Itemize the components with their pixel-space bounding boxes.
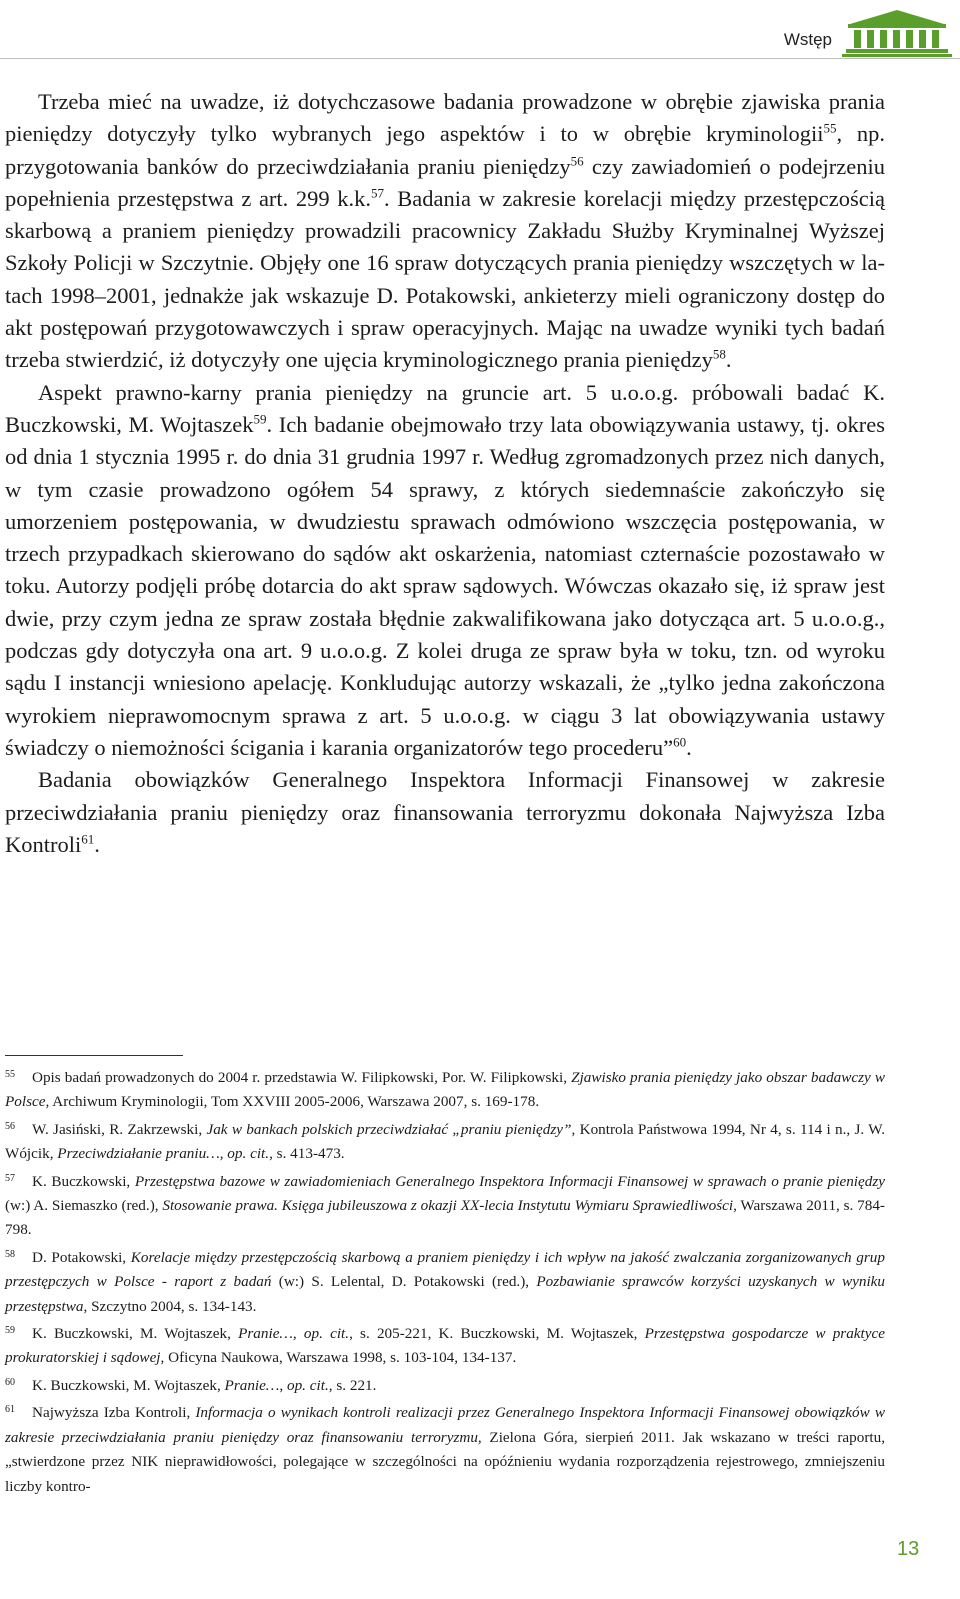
text-run: D. Potakowski, [32,1248,131,1266]
italic-title: Przestępstwa gospodarcze w praktyce prokuratorskiej i sądowej [5,1325,885,1367]
footnote-ref: 56 [570,153,584,169]
footnote-ref: 58 [712,346,726,362]
italic-title: Informacja o wynikach kontroli realizacji przez Generalnego Inspektora Informacji Finansowej obowiązków w zakresie przeciwdziałania praniu pieniędzy oraz finansowaniu terroryzmu [5,1404,885,1446]
paragraph [5,764,885,861]
text-run: , s. 221. [328,1376,377,1394]
italic-title: Korelacje między przestępczością skarbową a praniem pieniędzy i ich wpływ na jakość zwalczania zorganizowanych grup przestępczych w Polsce - raport z badań [5,1248,885,1291]
italic-title: Pranie…, op. cit. [238,1325,350,1343]
footnote [5,1115,885,1167]
footnote-number: 60 [5,1376,15,1388]
text-run: czy zawiadomień o podejrzeniu popełnienia przestępstwa z art. 299 k.k. [5,153,885,211]
text-run: , Warszawa 2011, s. 784-798. [5,1197,885,1239]
footnote-ref: 55 [823,120,837,136]
footnote [5,1167,885,1243]
italic-title: Przeciwdziałanie praniu…, op. cit. [57,1145,270,1163]
italic-title: Pranie…, op. cit. [224,1376,329,1394]
footnote-ref: 57 [370,185,385,201]
text-run: , Szczytno 2004, s. 134-143. [83,1297,257,1315]
text-run: Opis badań prowadzonych do 2004 r. przedstawia W. Filipkowski, Por. W. Filipkowski, [32,1069,572,1086]
italic-title: Jak w bankach polskich przeciwdziałać „praniu pieniędzy” [206,1120,572,1138]
text-run: , s. 413-473. [269,1145,345,1163]
header-divider [0,58,960,59]
footnote-number: 56 [5,1120,15,1132]
text-run: K. Buczkowski, [32,1172,135,1190]
footnote-ref: 59 [253,411,267,427]
footnotes [5,1063,885,1499]
italic-title: Pozbawianie sprawców korzyści uzyskanych w wyniku przestępstwa [5,1273,886,1315]
text-run: , Archiwum Kryminologii, Tom XXVIII 2005-2006, Warszawa 2007, s. 169-178. [45,1093,540,1111]
text-run: . [725,347,732,373]
text-run: Trzeba mieć na uwadze, iż dotychczasowe badania prowadzone w obrębie zjawiska prania pieniędzy dotyczyły tylko wybranych jego aspektów i to w obrębie kryminologii [5,89,885,147]
text-run: W. Jasiński, R. Zakrzewski, [32,1120,207,1138]
footnote-number: 57 [5,1172,15,1184]
main-text [5,86,885,861]
text-run: , Oficyna Naukowa, Warszawa 1998, s. 103-104, 134-137. [160,1349,517,1367]
footnote [5,1243,885,1319]
text-run: (w:) A. Siemaszko (red.), [5,1197,163,1215]
text-run: Najwyższa Izba Kontroli, [32,1404,196,1422]
footnote [5,1063,885,1115]
text-run: , Zielona Góra, sierpień 2011. Jak wskazano w treści raportu, „stwierdzone przez NIK nieprawidłowości, polegające w szczególności na opóźnieniu wydania rozporządzenia rejestrowego, zmniejszeniu liczby kontro- [5,1428,885,1495]
section-title: Wstęp [783,30,832,49]
italic-title: Zjawisko prania pieniędzy jako obszar badawczy w Polsce [5,1069,885,1111]
italic-title: Stosowanie prawa. Księga jubileuszowa z okazji XX-lecia Instytutu Wymiaru Sprawiedliwości [162,1197,734,1215]
text-run: , Kontrola Państwowa 1994, Nr 4, s. 114 i n., J. W. Wójcik, [5,1120,886,1163]
paragraph [5,377,885,765]
footnote-separator [5,1055,183,1056]
footnote-number: 58 [5,1248,15,1260]
text-run: K. Buczkowski, M. Wojtaszek, [32,1376,225,1394]
footnote [5,1319,885,1371]
text-run: K. Buczkowski, M. Wojtaszek, [32,1325,239,1343]
text-run: Badania obowiązków Generalnego Inspektora Informacji Finansowej w zakresie przeciwdziałania praniu pieniędzy oraz finansowania terroryzmu dokonała Najwyższa Izba Kontroli [5,767,885,857]
footnote-number: 55 [5,1069,15,1080]
text-run: . Ich badanie obejmowało trzy lata obowiązywania ustawy, tj. okres od dnia 1 stycznia 1995 r. do dnia 31 grudnia 1997 r. Według zgromadzonych przez nich danych, w tym czasie prowadzono ogółem 54 sprawy, z których siedemnaście zakończyło się umorzeniem postępowania, w dwudziestu sprawach odmówiono wszczęcia postępowania, w trzech przypadkach skierowano do sądów akt oskarżenia, natomiast czternaście pozostawało w toku. Autorzy podjęli próbę dotarcia do akt spraw sądowych. Wówczas okazało się, iż spraw jest dwie, przy czym jedna ze spraw została błędnie zakwalifikowana jako dotycząca art. 5 u.o.o.g., podczas gdy dotyczyła ona art. 9 u.o.o.g. Z kolei druga ze spraw była w toku, tzn. od wyroku sądu I instancji wniesiono apelację. Konkludując autorzy wskazali, że „tylko jedna zakończona wyrokiem nieprawomocnym sprawa z art. 5 u.o.o.g. w ciągu 3 lat obowiązywania ustawy świadczy o niemożności ścigania i karania organizatorów tego procederu” [5,411,885,760]
footnote [5,1371,885,1398]
text-run: . [686,734,692,760]
footnote-number: 59 [5,1325,15,1337]
italic-title: Przestępstwa bazowe w zawiadomieniach Generalnego Inspektora Informacji Finansowej w sprawach o pranie pieniędzy [134,1172,885,1190]
text-run: (w:) S. Lelental, D. Potakowski (red.), [271,1273,537,1291]
paragraph [5,86,885,377]
text-run: . [94,831,100,857]
footnote [5,1398,885,1499]
text-run: . Badania w zakresie korelacji między przestępczością skarbową a praniem pieniędzy prowadzili pracownicy Zakładu Służby Kryminalnej Wyższej Szkoły Policji w Szczytnie. Objęły one 16 spraw dotyczących prania pieniędzy wszczętych w latach 1998–2001, jednakże jak wskazuje D. Potakowski, ankieterzy mieli ograniczony dostęp do akt postępowań przygotowawczych i spraw operacyjnych. Mając na uwadze wyniki tych badań trzeba stwierdzić, iż dotyczyły one ujęcia kryminologicznego prania pieniędzy [5,185,885,373]
text-run: , s. 205-221, K. Buczkowski, M. Wojtaszek, [349,1325,645,1343]
footnote-number: 61 [5,1404,15,1416]
text-run: Aspekt prawno-karny prania pieniędzy na gruncie art. 5 u.o.o.g. próbowali badać K. Buczkowski, M. Wojtaszek [5,379,885,437]
text-run: , np. przygotowania banków do przeciwdziałania praniu pieniędzy [5,121,886,179]
page-number: 13 [897,1538,920,1560]
footnote-ref: 61 [81,831,95,847]
footnote-ref: 60 [673,734,687,750]
colonnade-logo-icon [842,6,952,58]
